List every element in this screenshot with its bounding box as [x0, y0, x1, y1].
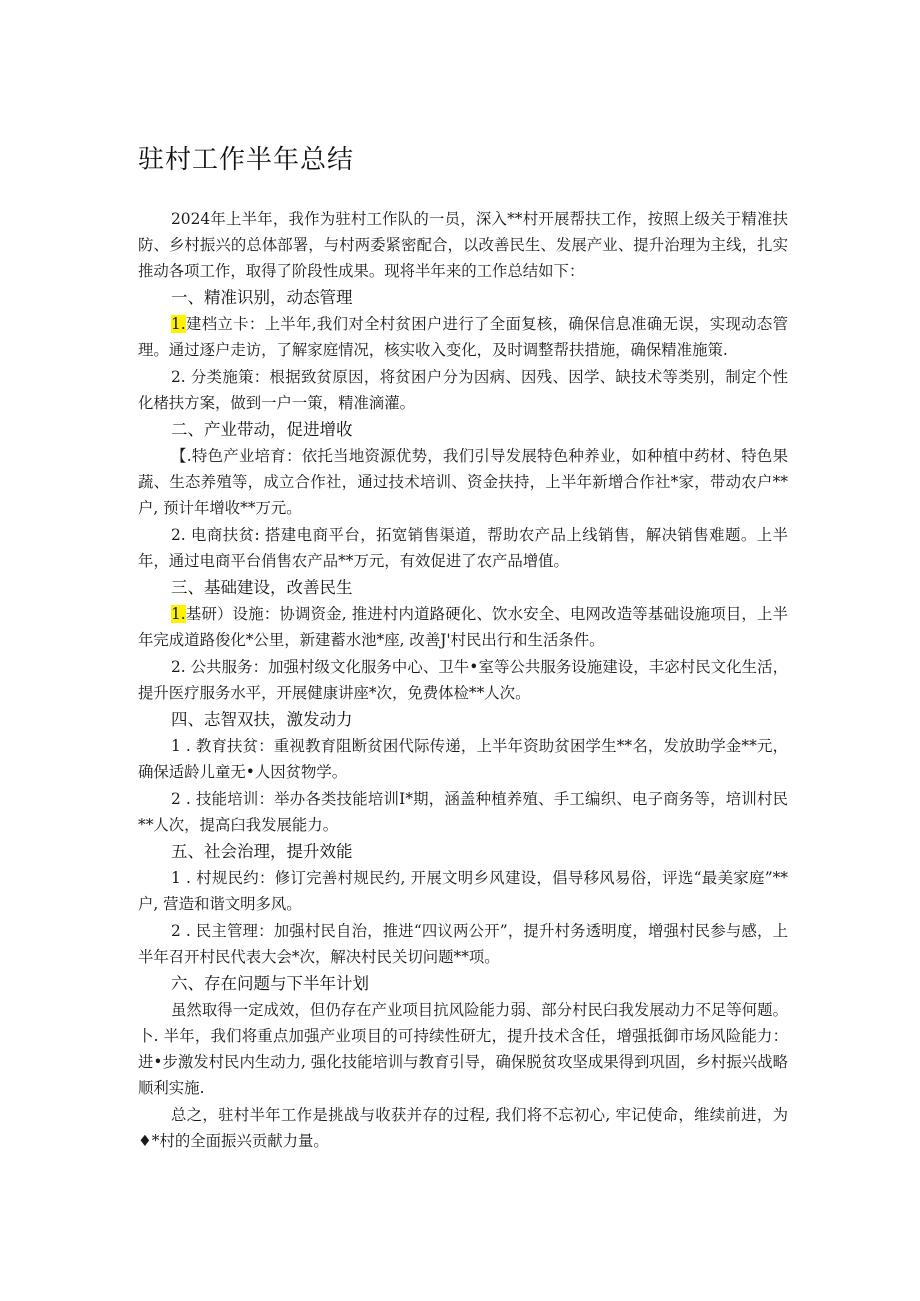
- section-4-item-2: [138, 786, 788, 838]
- intro-paragraph: 2024年上半年，我作为驻村工作队的一员，深入**村开展帮扶工作，按照上级关于精准扶防、乡村振兴的总体部署，与村两委紧密配合，以改善民生、发展产业、提升治理为主线，扎实推动各项工作，取得了阶段性成果。现将半年来的工作总结如下：: [138, 210, 788, 280]
- item-number: 1: [171, 737, 181, 755]
- item-number: 2.: [171, 368, 186, 386]
- section-6-paragraph-2: 总之，驻村半年工作是挑战与收获并存的过程, 我们将不忘初心, 牢记使命，维续前进，为♦*村的全面振兴贡献力量。: [138, 1106, 788, 1150]
- section-1-item-2: [138, 364, 788, 416]
- document-page: [138, 142, 788, 1155]
- item-number: 1: [171, 869, 181, 887]
- section-heading-6: 六、存在问题与下半年计划: [171, 974, 369, 993]
- section-5-item-1: [138, 865, 788, 917]
- item-number: 1.: [171, 605, 186, 623]
- section-1-item-1: [138, 311, 788, 363]
- item-text: 电商扶贫: 搭建电商平台，拓宽销售渠道，帮助农产品上线销售，解决销售难题。上半年，通过电商平台俏售农产品**万元，有效促进了农产品增值。: [138, 526, 788, 570]
- item-text: . 民主管理：加强村民自治，推进“四议两公开”，提升村务透明度，增强村民参与感，上半年召开村民代表大会*次，解决村民关切问题**项。: [138, 922, 788, 966]
- page-title: 驻村工作半年总结: [138, 145, 355, 175]
- section-3-item-1: [138, 601, 788, 653]
- section-heading-4: 四、志智双扶，激发动力: [171, 710, 353, 729]
- item-text: 特色产业培育：依托当地资源优势，我们引导发展特色种养业，如种植中药材、特色果蔬、生态养殖等，成立合作社，通过技术培训、资金扶持，上半年新增合作社*家，带动农户**户, 预计年增收**万元。: [138, 447, 788, 517]
- section-heading-1: 一、精准识别，动态管理: [171, 288, 353, 307]
- item-number: 【.: [171, 447, 192, 465]
- section-6-paragraph-1: 虽然取得一定成效，但仍存在产业项目抗风险能力弱、部分村民臼我发展动力不足等何题。卜. 半年，我们将重点加强产业项目的可持续性研尢，提升技术含任，增强抵御市场风险能力：进•步激发村民内生动力, 强化技能培训与教育引导，确保脱贫攻坚成果得到巩固，乡村振兴战略顺利实施.: [138, 1001, 788, 1097]
- section-2-item-2: [138, 522, 788, 574]
- item-text: . 村规民约：修订完善村规民约, 开展文明乡风建设，倡导移风易俗，评选“最美家庭”**户, 营造和谐文明多风。: [138, 869, 788, 913]
- item-text: 基研）设施：协调资金, 推进村内道路硬化、饮水安全、电网改造等基础设施项目，上半年完成道路俊化*公里，新建蓄水池*座, 改善J'村民出行和生活条件。: [138, 605, 788, 649]
- item-number: 1.: [171, 315, 186, 333]
- item-text: 分类施策：根据致贫原因，将贫困户分为因病、因残、因学、缺技术等类别，制定个性化楮扶方案，做到一户一策，精准滴灌。: [138, 368, 788, 412]
- item-text: 建档立卡：上半年,我们对全村贫困户进行了全面复核，确保信息准确无误，实现动态管理。通过逐户走访，了解家庭情况，核实收入变化，及时调整帮扶措施，确保精准施策.: [138, 315, 788, 359]
- section-5-item-2: [138, 918, 788, 970]
- section-3-item-2: [138, 654, 788, 706]
- item-number: 2.: [171, 658, 186, 676]
- section-heading-3: 三、基础建设，改善民生: [171, 578, 353, 597]
- section-heading-5: 五、社会治理，提升效能: [171, 842, 353, 861]
- item-number: 2: [171, 922, 181, 940]
- item-number: 2.: [171, 526, 186, 544]
- section-4-item-1: [138, 733, 788, 785]
- item-text: 公共服务：加强村级文化服务中心、卫牛•室等公共服务设施建设，丰宓村民文化生活，提升医疗服务水平，开展健康讲座*次，免费体检**人次。: [138, 658, 788, 702]
- item-text: . 技能培训：举办各类技能培训I*期，涵盖种植养殖、手工编织、电子商务等，培训村民**人次，提高臼我发展能力。: [138, 790, 788, 834]
- section-heading-2: 二、产业带动，促进增收: [171, 420, 353, 439]
- section-2-item-1: [138, 443, 788, 521]
- item-number: 2: [171, 790, 181, 808]
- item-text: . 教育扶贫：重视教育阻断贫困代际传递，上半年资助贫困学生**名，发放助学金**元，确保适龄儿童无•人因贫物学。: [138, 737, 788, 781]
